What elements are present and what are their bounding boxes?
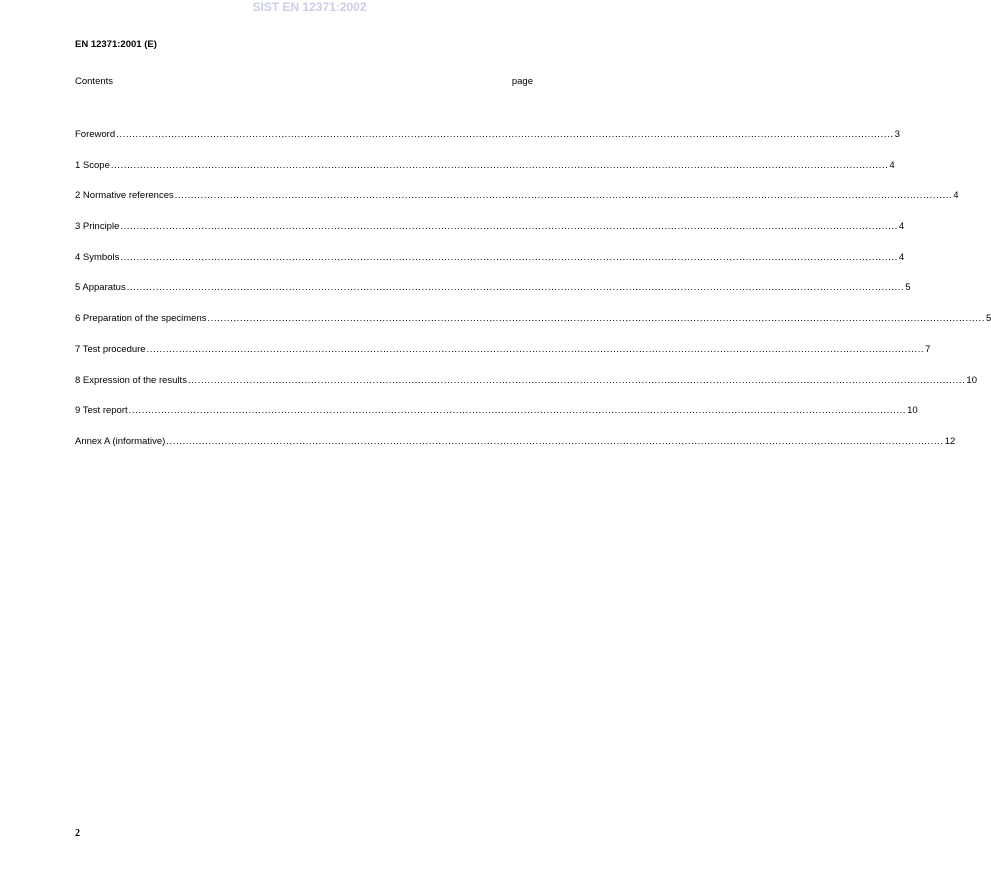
document-id: EN 12371:2001 (E) (75, 39, 157, 50)
toc-entry-title: 2 Normative references (75, 190, 174, 202)
toc-entry-title: 8 Expression of the results (75, 374, 187, 386)
toc-entry-apparatus[interactable] (75, 282, 911, 313)
toc-entry-symbols[interactable] (75, 251, 905, 283)
toc-entry-preparation-of-specimens[interactable] (75, 313, 991, 344)
toc-entry-test-procedure[interactable] (75, 343, 931, 375)
toc-entry-page: 12 (944, 435, 956, 447)
toc-leader-dots: ................................................................................................................................................................................................................................................ (126, 282, 905, 294)
toc-entry-title: 6 Preparation of the specimens (75, 313, 207, 325)
toc-entry-title: 3 Principle (75, 221, 120, 233)
toc-entry-title: 7 Test procedure (75, 343, 146, 355)
contents-title: Contents (75, 76, 114, 87)
toc-entry-title: Annex A (informative) (75, 435, 166, 447)
toc-entry-page: 3 (894, 129, 900, 140)
watermark: SIST EN 12371:2002 (252, 0, 367, 14)
toc-leader-dots: ................................................................................................................................................................................................................................................ (128, 405, 907, 417)
table-of-contents (75, 129, 991, 467)
toc-leader-dots: ................................................................................................................................................................................................................................................ (146, 343, 925, 355)
toc-entry-page: 4 (898, 221, 905, 233)
toc-entry-normative-references[interactable] (75, 190, 959, 221)
toc-leader-dots: ................................................................................................................................................................................................................................................ (207, 313, 985, 325)
page-number: 2 (75, 828, 80, 839)
toc-leader-dots: ................................................................................................................................................................................................................................................ (120, 221, 898, 233)
toc-leader-dots: ................................................................................................................................................................................................................................................ (110, 159, 889, 171)
toc-entry-page: 4 (953, 190, 959, 202)
toc-entry-title: 5 Apparatus (75, 282, 126, 294)
toc-leader-dots: ................................................................................................................................................................................................................................................ (174, 190, 953, 202)
toc-entry-page: 10 (907, 405, 918, 417)
toc-entry-page: 7 (925, 343, 931, 355)
toc-entry-annex-a[interactable] (75, 435, 956, 467)
toc-entry-scope[interactable] (75, 159, 895, 191)
toc-entry-foreword[interactable] (75, 129, 900, 160)
toc-entry-page: 4 (889, 159, 895, 171)
toc-leader-dots: ................................................................................................................................................................................................................................................ (120, 251, 898, 263)
toc-entry-page: 4 (898, 251, 905, 263)
toc-entry-title: 1 Scope (75, 159, 110, 171)
toc-entry-title: Foreword (75, 129, 116, 140)
toc-entry-title: 4 Symbols (75, 251, 120, 263)
toc-entry-page: 10 (966, 374, 977, 386)
toc-entry-page: 5 (985, 313, 991, 325)
toc-leader-dots: ................................................................................................................................................................................................................................................ (166, 435, 944, 447)
toc-entry-expression-of-results[interactable] (75, 374, 977, 406)
toc-entry-test-report[interactable] (75, 405, 918, 436)
toc-leader-dots: ................................................................................................................................................................................................................................................ (116, 129, 894, 140)
toc-entry-title: 9 Test report (75, 405, 128, 417)
toc-entry-principle[interactable] (75, 221, 905, 252)
toc-leader-dots: ................................................................................................................................................................................................................................................ (187, 374, 966, 386)
toc-entry-page: 5 (905, 282, 911, 294)
page-column-label: page (511, 76, 533, 87)
